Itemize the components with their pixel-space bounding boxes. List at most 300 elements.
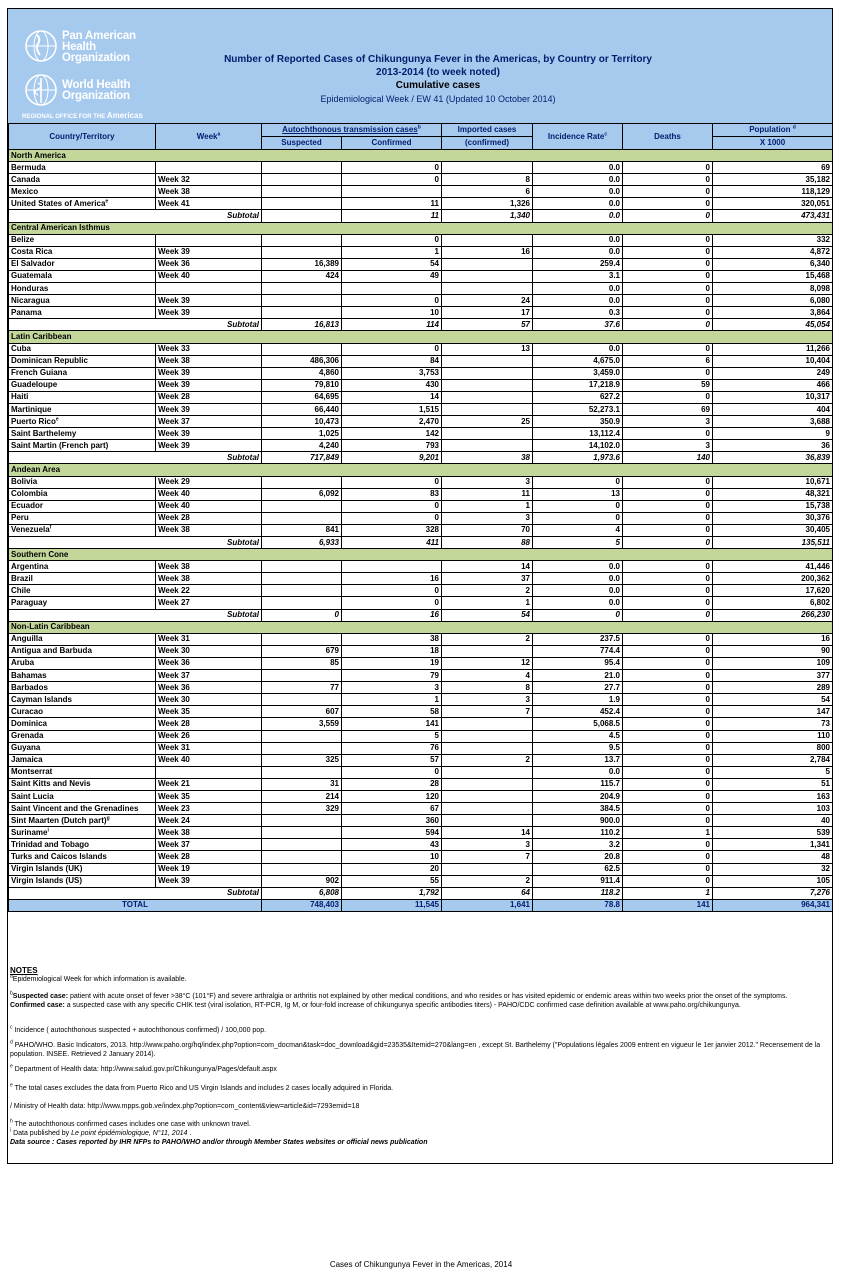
pop-cell: 473,431: [713, 210, 833, 222]
imp-cell: 54: [442, 609, 533, 621]
conf-cell: 594: [342, 827, 442, 839]
susp-cell: 679: [262, 645, 342, 657]
inc-cell: 0.0: [533, 573, 623, 585]
inc-cell: 452.4: [533, 706, 623, 718]
conf-cell: 142: [342, 428, 442, 440]
table-row: [9, 162, 833, 174]
table-row: [9, 391, 833, 403]
country-name-text: Honduras: [11, 283, 49, 293]
imp-cell: 7: [442, 851, 533, 863]
table-row: [9, 827, 833, 839]
imp-cell: [442, 766, 533, 778]
week-cell: Week 39: [156, 307, 262, 319]
week-cell: Week 19: [156, 863, 262, 875]
col-header-confirmed: Confirmed: [342, 137, 442, 150]
pop-cell: 17,620: [713, 585, 833, 597]
deaths-cell: 0: [623, 319, 713, 331]
country-name-text: Bermuda: [11, 162, 46, 172]
inc-cell: 0.0: [533, 186, 623, 198]
conf-cell: 49: [342, 270, 442, 282]
imp-cell: 16: [442, 246, 533, 258]
country-footnote-mark: f: [49, 524, 52, 531]
week-cell: Week 35: [156, 706, 262, 718]
pop-cell: 15,468: [713, 270, 833, 282]
week-cell: Week 38: [156, 561, 262, 573]
regional-office-small: REGIONAL OFFICE FOR THE: [22, 114, 106, 120]
note-g-text: / Ministry of Health data: http://www.mpps.gob.ve/index.php?option=com_content&view=article&id=7293emid=18: [10, 1103, 360, 1110]
imp-cell: 1: [442, 500, 533, 512]
subtotal-row: [9, 537, 833, 549]
week-cell: [156, 234, 262, 246]
susp-cell: 6,808: [262, 887, 342, 899]
subtotal-row: [9, 452, 833, 464]
imp-cell: [442, 730, 533, 742]
table-row: [9, 258, 833, 270]
pop-cell: 964,341: [713, 899, 833, 911]
note-e: $^e$ Department of Health data: http://www.salud.gov.pr/Chikungunya/Pages/default.aspx: [10, 1063, 277, 1073]
deaths-cell: 6: [623, 355, 713, 367]
country-name: [9, 416, 156, 428]
conf-cell: 120: [342, 790, 442, 802]
inc-cell: 5,068.5: [533, 718, 623, 730]
inc-cell: 0: [533, 609, 623, 621]
note-b2: [10, 1001, 830, 1010]
deaths-cell: 3: [623, 416, 713, 428]
imp-cell: 14: [442, 561, 533, 573]
inc-cell: 204.9: [533, 790, 623, 802]
susp-cell: [262, 851, 342, 863]
inc-cell: 62.5: [533, 863, 623, 875]
paho-name-line2: Health: [62, 41, 96, 53]
pop-cell: 36: [713, 440, 833, 452]
deaths-cell: 0: [623, 524, 713, 536]
country-name-text: Brazil: [11, 573, 33, 583]
note-d: $^d$ PAHO/WHO. Basic Indicators, 2013. http://www.paho.org/hq/index.php?option=com_docman&task=doc_download&gid=23535&Itemid=270&lang=en , except St. Barthelemy ("Populations légales 2009 entrent en vigueur le 1er janvier 2012." Recensement de la population. INSEE. Retrieved 2 January 2014).: [10, 1039, 821, 1058]
imp-cell: 2: [442, 875, 533, 887]
susp-cell: [262, 742, 342, 754]
table-row: [9, 174, 833, 186]
susp-cell: [262, 174, 342, 186]
country-footnote-mark: e: [105, 198, 109, 205]
pop-cell: 1,341: [713, 839, 833, 851]
susp-cell: 64,695: [262, 391, 342, 403]
week-cell: Week 39: [156, 403, 262, 415]
country-name-text: El Salvador: [11, 259, 55, 269]
susp-cell: 4,240: [262, 440, 342, 452]
inc-cell: 259.4: [533, 258, 623, 270]
note-g: [10, 1102, 830, 1111]
country-name-text: Belize: [11, 235, 35, 245]
country-name: [9, 355, 156, 367]
table-row: [9, 694, 833, 706]
deaths-cell: 140: [623, 452, 713, 464]
week-cell: [156, 283, 262, 295]
deaths-cell: 0: [623, 670, 713, 682]
pop-cell: 73: [713, 718, 833, 730]
susp-cell: [262, 573, 342, 585]
inc-cell: 1.9: [533, 694, 623, 706]
conf-cell: 430: [342, 379, 442, 391]
deaths-cell: 0: [623, 512, 713, 524]
imp-cell: 70: [442, 524, 533, 536]
country-name-text: Martinique: [11, 404, 52, 414]
country-name: [9, 403, 156, 415]
deaths-cell: 0: [623, 597, 713, 609]
note-c-text: Incidence ( autochthonous suspected + autochthonous confirmed) / 100,000 pop.: [12, 1027, 267, 1034]
country-name-text: Suriname: [11, 827, 48, 837]
week-cell: Week 28: [156, 391, 262, 403]
country-name: [9, 754, 156, 766]
pop-cell: 3,688: [713, 416, 833, 428]
week-cell: Week 41: [156, 198, 262, 210]
deaths-cell: 0: [623, 778, 713, 790]
inc-cell: 4.5: [533, 730, 623, 742]
pop-cell: 147: [713, 706, 833, 718]
country-name: [9, 851, 156, 863]
subtotal-row: [9, 609, 833, 621]
week-cell: Week 38: [156, 573, 262, 585]
conf-cell: 67: [342, 803, 442, 815]
country-name-text: Virgin Islands (US): [11, 876, 82, 886]
imp-cell: [442, 367, 533, 379]
pop-cell: 41,446: [713, 561, 833, 573]
imp-cell: [442, 283, 533, 295]
country-name-text: Saint Barthelemy: [11, 428, 77, 438]
pop-cell: 135,511: [713, 537, 833, 549]
deaths-cell: 0: [623, 742, 713, 754]
table-row: [9, 428, 833, 440]
pop-cell: 15,738: [713, 500, 833, 512]
pop-cell: 200,362: [713, 573, 833, 585]
imp-cell: 11: [442, 488, 533, 500]
pop-cell: 48: [713, 851, 833, 863]
imp-cell: 57: [442, 319, 533, 331]
inc-cell: 0.0: [533, 295, 623, 307]
country-name: [9, 476, 156, 488]
susp-cell: 607: [262, 706, 342, 718]
table-row: [9, 839, 833, 851]
country-name-text: Chile: [11, 585, 31, 595]
table-row: [9, 198, 833, 210]
week-cell: Week 39: [156, 367, 262, 379]
country-name-text: Aruba: [11, 658, 35, 668]
table-row: [9, 585, 833, 597]
table-row: [9, 766, 833, 778]
week-cell: Week 33: [156, 343, 262, 355]
deaths-cell: 0: [623, 500, 713, 512]
region-name: Andean Area: [9, 464, 833, 476]
country-name: [9, 440, 156, 452]
susp-cell: 329: [262, 803, 342, 815]
note-e-text: Department of Health data: http://www.salud.gov.pr/Chikungunya/Pages/default.aspx: [12, 1066, 277, 1073]
country-name-text: Haiti: [11, 392, 29, 402]
col-header-population: [713, 124, 833, 137]
inc-cell: 1,973.6: [533, 452, 623, 464]
note-b-label: Suspected case:: [12, 993, 69, 1000]
note-f: [10, 1084, 830, 1093]
country-name-text: Puerto Rico: [11, 416, 56, 426]
susp-cell: 0: [262, 609, 342, 621]
week-cell: Week 38: [156, 524, 262, 536]
conf-cell: 3,753: [342, 367, 442, 379]
country-name: [9, 367, 156, 379]
susp-cell: [262, 730, 342, 742]
country-name-text: Turks and Caicos Islands: [11, 851, 107, 861]
inc-cell: 3,459.0: [533, 367, 623, 379]
table-row: [9, 633, 833, 645]
deaths-cell: 0: [623, 645, 713, 657]
imp-cell: 7: [442, 706, 533, 718]
imp-cell: [442, 258, 533, 270]
who-org-name: [62, 80, 130, 102]
cases-table-body: [9, 150, 833, 912]
susp-cell: [262, 766, 342, 778]
pop-cell: 54: [713, 694, 833, 706]
susp-cell: 424: [262, 270, 342, 282]
country-name: [9, 778, 156, 790]
pop-cell: 5: [713, 766, 833, 778]
pop-cell: 404: [713, 403, 833, 415]
deaths-cell: 0: [623, 573, 713, 585]
imp-cell: 6: [442, 186, 533, 198]
col-header-country-text: Country/Territory: [49, 131, 115, 141]
imp-cell: [442, 790, 533, 802]
pop-cell: 69: [713, 162, 833, 174]
imp-cell: [442, 391, 533, 403]
susp-cell: 748,403: [262, 899, 342, 911]
pop-cell: 51: [713, 778, 833, 790]
pop-cell: 110: [713, 730, 833, 742]
note-i-post: .: [187, 1130, 192, 1137]
deaths-cell: 0: [623, 476, 713, 488]
pop-cell: 6,802: [713, 597, 833, 609]
inc-cell: 37.6: [533, 319, 623, 331]
col-header-incidence: [533, 124, 623, 150]
col-header-deaths: [623, 124, 713, 150]
conf-cell: 0: [342, 512, 442, 524]
country-name: [9, 790, 156, 802]
note-i: $^i$ Data published by Le point épidémiologique, N°11, 2014 .: [10, 1127, 192, 1137]
col-header-autochthonous: [262, 124, 442, 137]
table-row: [9, 730, 833, 742]
week-cell: Week 39: [156, 875, 262, 887]
susp-cell: 1,025: [262, 428, 342, 440]
note-i-italic: Le point épidémiologique, N°11, 2014: [71, 1130, 188, 1137]
imp-cell: [442, 863, 533, 875]
note-i-pre: Data published by: [11, 1130, 72, 1137]
country-name: [9, 645, 156, 657]
table-row: [9, 403, 833, 415]
autochthonous-footnote-mark: b: [417, 124, 421, 131]
country-name-text: Argentina: [11, 561, 49, 571]
inc-cell: 0.0: [533, 766, 623, 778]
imp-cell: 64: [442, 887, 533, 899]
inc-cell: 627.2: [533, 391, 623, 403]
inc-cell: 900.0: [533, 815, 623, 827]
inc-cell: 0: [533, 476, 623, 488]
country-name-text: Saint Kitts and Nevis: [11, 779, 91, 789]
inc-cell: 52,273.1: [533, 403, 623, 415]
note-b: $^b$Suspected case: patient with acute onset of fever >38°C (101°F) and severe arthralgia or arthritis not explained by other medical conditions, and who resides or has visited epidemic or endemic areas within two weeks prior the onset of the symptoms.: [10, 990, 788, 1000]
week-cell: Week 38: [156, 186, 262, 198]
deaths-cell: 0: [623, 210, 713, 222]
paho-name-line1: Pan American: [62, 30, 136, 42]
deaths-cell: 0: [623, 270, 713, 282]
country-name: [9, 307, 156, 319]
country-name: [9, 500, 156, 512]
conf-cell: 84: [342, 355, 442, 367]
paho-who-logo: [22, 25, 162, 121]
report-subtitle: Cumulative cases: [395, 80, 481, 91]
country-name: [9, 670, 156, 682]
conf-cell: 5: [342, 730, 442, 742]
conf-cell: 16: [342, 609, 442, 621]
susp-cell: 6,933: [262, 537, 342, 549]
susp-cell: [262, 597, 342, 609]
total-label: TOTAL: [9, 899, 262, 911]
susp-cell: [262, 839, 342, 851]
deaths-cell: 0: [623, 198, 713, 210]
conf-cell: 11: [342, 198, 442, 210]
week-cell: Week 39: [156, 379, 262, 391]
susp-cell: [262, 561, 342, 573]
inc-cell: 0: [533, 512, 623, 524]
imp-cell: 13: [442, 343, 533, 355]
susp-cell: 10,473: [262, 416, 342, 428]
pop-cell: 30,405: [713, 524, 833, 536]
country-footnote-mark: e: [55, 415, 59, 422]
pop-cell: 320,051: [713, 198, 833, 210]
table-row: [9, 246, 833, 258]
region-row: [9, 621, 833, 633]
conf-cell: 0: [342, 174, 442, 186]
susp-cell: 31: [262, 778, 342, 790]
deaths-cell: 0: [623, 186, 713, 198]
susp-cell: 3,559: [262, 718, 342, 730]
imp-cell: 12: [442, 657, 533, 669]
susp-cell: [262, 500, 342, 512]
pop-cell: 16: [713, 633, 833, 645]
table-row: [9, 561, 833, 573]
week-cell: Week 37: [156, 670, 262, 682]
country-name: [9, 246, 156, 258]
pop-cell: 377: [713, 670, 833, 682]
inc-cell: 0.0: [533, 283, 623, 295]
susp-cell: 214: [262, 790, 342, 802]
conf-cell: 0: [342, 585, 442, 597]
country-name: [9, 343, 156, 355]
deaths-cell: 0: [623, 863, 713, 875]
imp-cell: [442, 403, 533, 415]
pop-cell: 109: [713, 657, 833, 669]
pop-cell: 7,276: [713, 887, 833, 899]
col-header-autochthonous-text: Autochthonous transmission cases: [282, 125, 418, 134]
conf-cell: 10: [342, 851, 442, 863]
week-cell: Week 28: [156, 512, 262, 524]
country-name: [9, 391, 156, 403]
week-cell: Week 32: [156, 174, 262, 186]
susp-cell: [262, 198, 342, 210]
pop-cell: 249: [713, 367, 833, 379]
susp-cell: 717,849: [262, 452, 342, 464]
pop-cell: 105: [713, 875, 833, 887]
inc-cell: 13: [533, 488, 623, 500]
subtotal-row: [9, 210, 833, 222]
conf-cell: 55: [342, 875, 442, 887]
inc-cell: 0.0: [533, 162, 623, 174]
imp-cell: 3: [442, 512, 533, 524]
conf-cell: 54: [342, 258, 442, 270]
country-name: [9, 706, 156, 718]
imp-cell: 24: [442, 295, 533, 307]
table-row: [9, 742, 833, 754]
table-row: [9, 718, 833, 730]
table-row: [9, 379, 833, 391]
table-row: [9, 790, 833, 802]
table-row: [9, 476, 833, 488]
inc-cell: 21.0: [533, 670, 623, 682]
conf-cell: [342, 283, 442, 295]
pop-cell: 10,404: [713, 355, 833, 367]
susp-cell: [262, 210, 342, 222]
inc-cell: 0.0: [533, 246, 623, 258]
week-cell: [156, 162, 262, 174]
susp-cell: [262, 307, 342, 319]
country-name: [9, 827, 156, 839]
conf-cell: 0: [342, 597, 442, 609]
report-update: Epidemiological Week / EW 41 (Updated 10 October 2014): [320, 94, 556, 104]
week-cell: Week 36: [156, 682, 262, 694]
subtotal-label: Subtotal: [9, 319, 262, 331]
col-header-week: [156, 124, 262, 150]
week-cell: Week 40: [156, 754, 262, 766]
country-name: [9, 573, 156, 585]
imp-cell: 3: [442, 476, 533, 488]
deaths-cell: 0: [623, 428, 713, 440]
week-cell: Week 23: [156, 803, 262, 815]
deaths-cell: 0: [623, 258, 713, 270]
inc-cell: 911.4: [533, 875, 623, 887]
country-name: [9, 174, 156, 186]
inc-cell: 0: [533, 500, 623, 512]
note-f-text: The total cases excludes the data from Puerto Rico and US Virgin Islands and includes 2 cases locally adquired in Florida.: [12, 1085, 394, 1092]
col-header-population-unit: X 1000: [713, 137, 833, 150]
region-name: Latin Caribbean: [9, 331, 833, 343]
col-header-imported-confirmed: (confirmed): [442, 137, 533, 150]
inc-cell: 17,218.9: [533, 379, 623, 391]
week-cell: Week 31: [156, 633, 262, 645]
week-cell: [156, 766, 262, 778]
deaths-cell: 1: [623, 827, 713, 839]
col-header-incidence-text: Incidence Rate: [547, 131, 605, 141]
conf-cell: 1: [342, 694, 442, 706]
imp-cell: [442, 815, 533, 827]
country-name: [9, 512, 156, 524]
susp-cell: [262, 670, 342, 682]
country-name-text: Paraguay: [11, 598, 48, 608]
deaths-cell: 0: [623, 561, 713, 573]
deaths-cell: 0: [623, 246, 713, 258]
conf-cell: 0: [342, 476, 442, 488]
country-name-text: Dominican Republic: [11, 356, 88, 366]
susp-cell: 85: [262, 657, 342, 669]
conf-cell: 141: [342, 718, 442, 730]
susp-cell: [262, 295, 342, 307]
susp-cell: 841: [262, 524, 342, 536]
deaths-cell: 0: [623, 803, 713, 815]
susp-cell: [262, 162, 342, 174]
table-row: [9, 295, 833, 307]
